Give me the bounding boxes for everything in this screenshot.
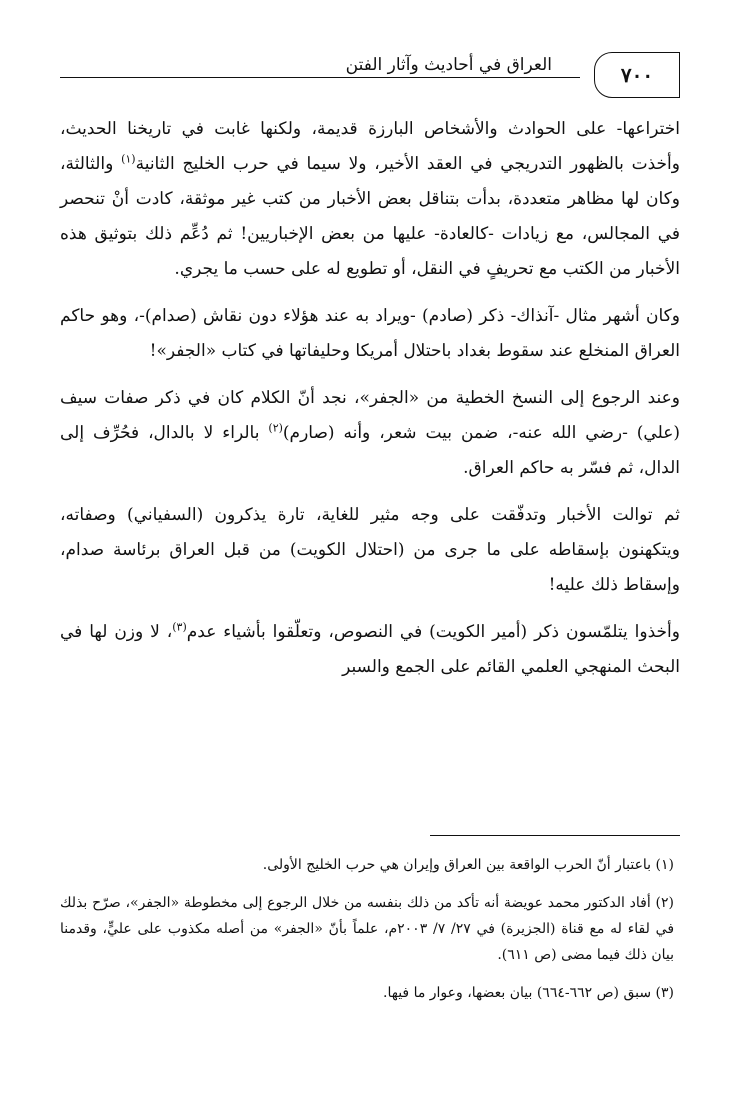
footnote-ref-3: (٣) — [172, 620, 187, 634]
footnote-ref-1: (١) — [121, 152, 136, 166]
footnote-2: (٢) أفاد الدكتور محمد عويضة أنه تأكد من ذلك بنفسه من خلال الرجوع إلى مخطوطة «الجفر»، صرّح بذلك في لقاء له مع قناة (الجزيرة) في ٢٧/ ٧/ ٢٠٠٣م، علماً بأنّ «الجفر» من أصله مكذوب على عليٍّ، وقدمنا بيان ذلك فيما مضى (ص ٦١١). — [60, 895, 675, 963]
paragraph-5-text-a: وأخذوا يتلمّسون ذكر (أمير الكويت) في النصوص، وتعلّقوا بأشياء عدم — [186, 622, 680, 642]
paragraph-5-text-b: ، لا وزن لها في البحث المنهجي العلمي القائم على الجمع والسبر — [60, 622, 680, 677]
paragraph-3-text-a: وعند الرجوع إلى النسخ الخطية من «الجفر»، نجد أنّ الكلام كان في ذكر صفات سيف (علي) -رضي الله عنه-، ضمن بيت شعر، وأنه (صارم) — [60, 388, 680, 443]
paragraph-2: وكان أشهر مثال -آنذاك- ذكر (صادم) -ويراد به عند هؤلاء دون نقاش (صدام)-، وهو حاكم العراق المنخلع عند سقوط بغداد باحتلال أمريكا وحليفاتها في كتاب «الجفر»! — [60, 306, 680, 361]
paragraph-3 — [60, 381, 680, 486]
paragraph-1-text-a: اختراعها- على الحوادث والأشخاص البارزة قديمة، ولكنها غابت في تاريخنا الحديث، وأخذت بالظهور التدريجي في العقد الأخير، ولا سيما في حرب الخليج الثانية — [60, 119, 680, 174]
paragraph-5 — [60, 615, 680, 685]
footnote-1: (١) باعتبار أنّ الحرب الواقعة بين العراق وإيران هي حرب الخليج الأولى. — [262, 857, 674, 873]
footnote-3: (٣) سبق (ص ٦٦٢-٦٦٤) بيان بعضها، وعوار ما فيها. — [383, 985, 674, 1001]
header-rule — [60, 77, 580, 78]
page-header — [60, 50, 680, 100]
paragraph-1-text-b: والثالثة، وكان لها مظاهر متعددة، بدأت بتناقل بعض الأخبار من كتب غير موثقة، كادت أنْ تنحصر في المجالس، مع زيادات -كالعادة- عليها من بعض الإخباريين! ثم دُعِّم ذلك بتوثيق هذه الأخبار من الكتب مع تحريفٍ في النقل، أو تطويع له على حسب ما يجري. — [60, 154, 680, 279]
paragraph-3-text-b: بالراء لا بالدال، فحُرِّف إلى الدال، ثم فسّر به حاكم العراق. — [60, 423, 680, 478]
running-title: العراق في أحاديث وآثار الفتن — [338, 55, 560, 75]
paragraph-4: ثم توالت الأخبار وتدفّقت على وجه مثير للغاية، تارة يذكرون (السفياني) وصفاته، ويتكهنون بإسقاطه على ما جرى من (احتلال الكويت) من قبل العراق برئاسة صدام، وإسقاط ذلك عليه! — [60, 505, 680, 595]
footnotes — [60, 852, 680, 1018]
footnote-separator — [430, 835, 680, 836]
footnote-ref-2: (٢) — [268, 421, 283, 435]
page-number-box — [594, 52, 680, 98]
main-text — [60, 112, 680, 697]
paragraph-1 — [60, 112, 680, 287]
page-number: ٧٠٠ — [620, 63, 654, 87]
